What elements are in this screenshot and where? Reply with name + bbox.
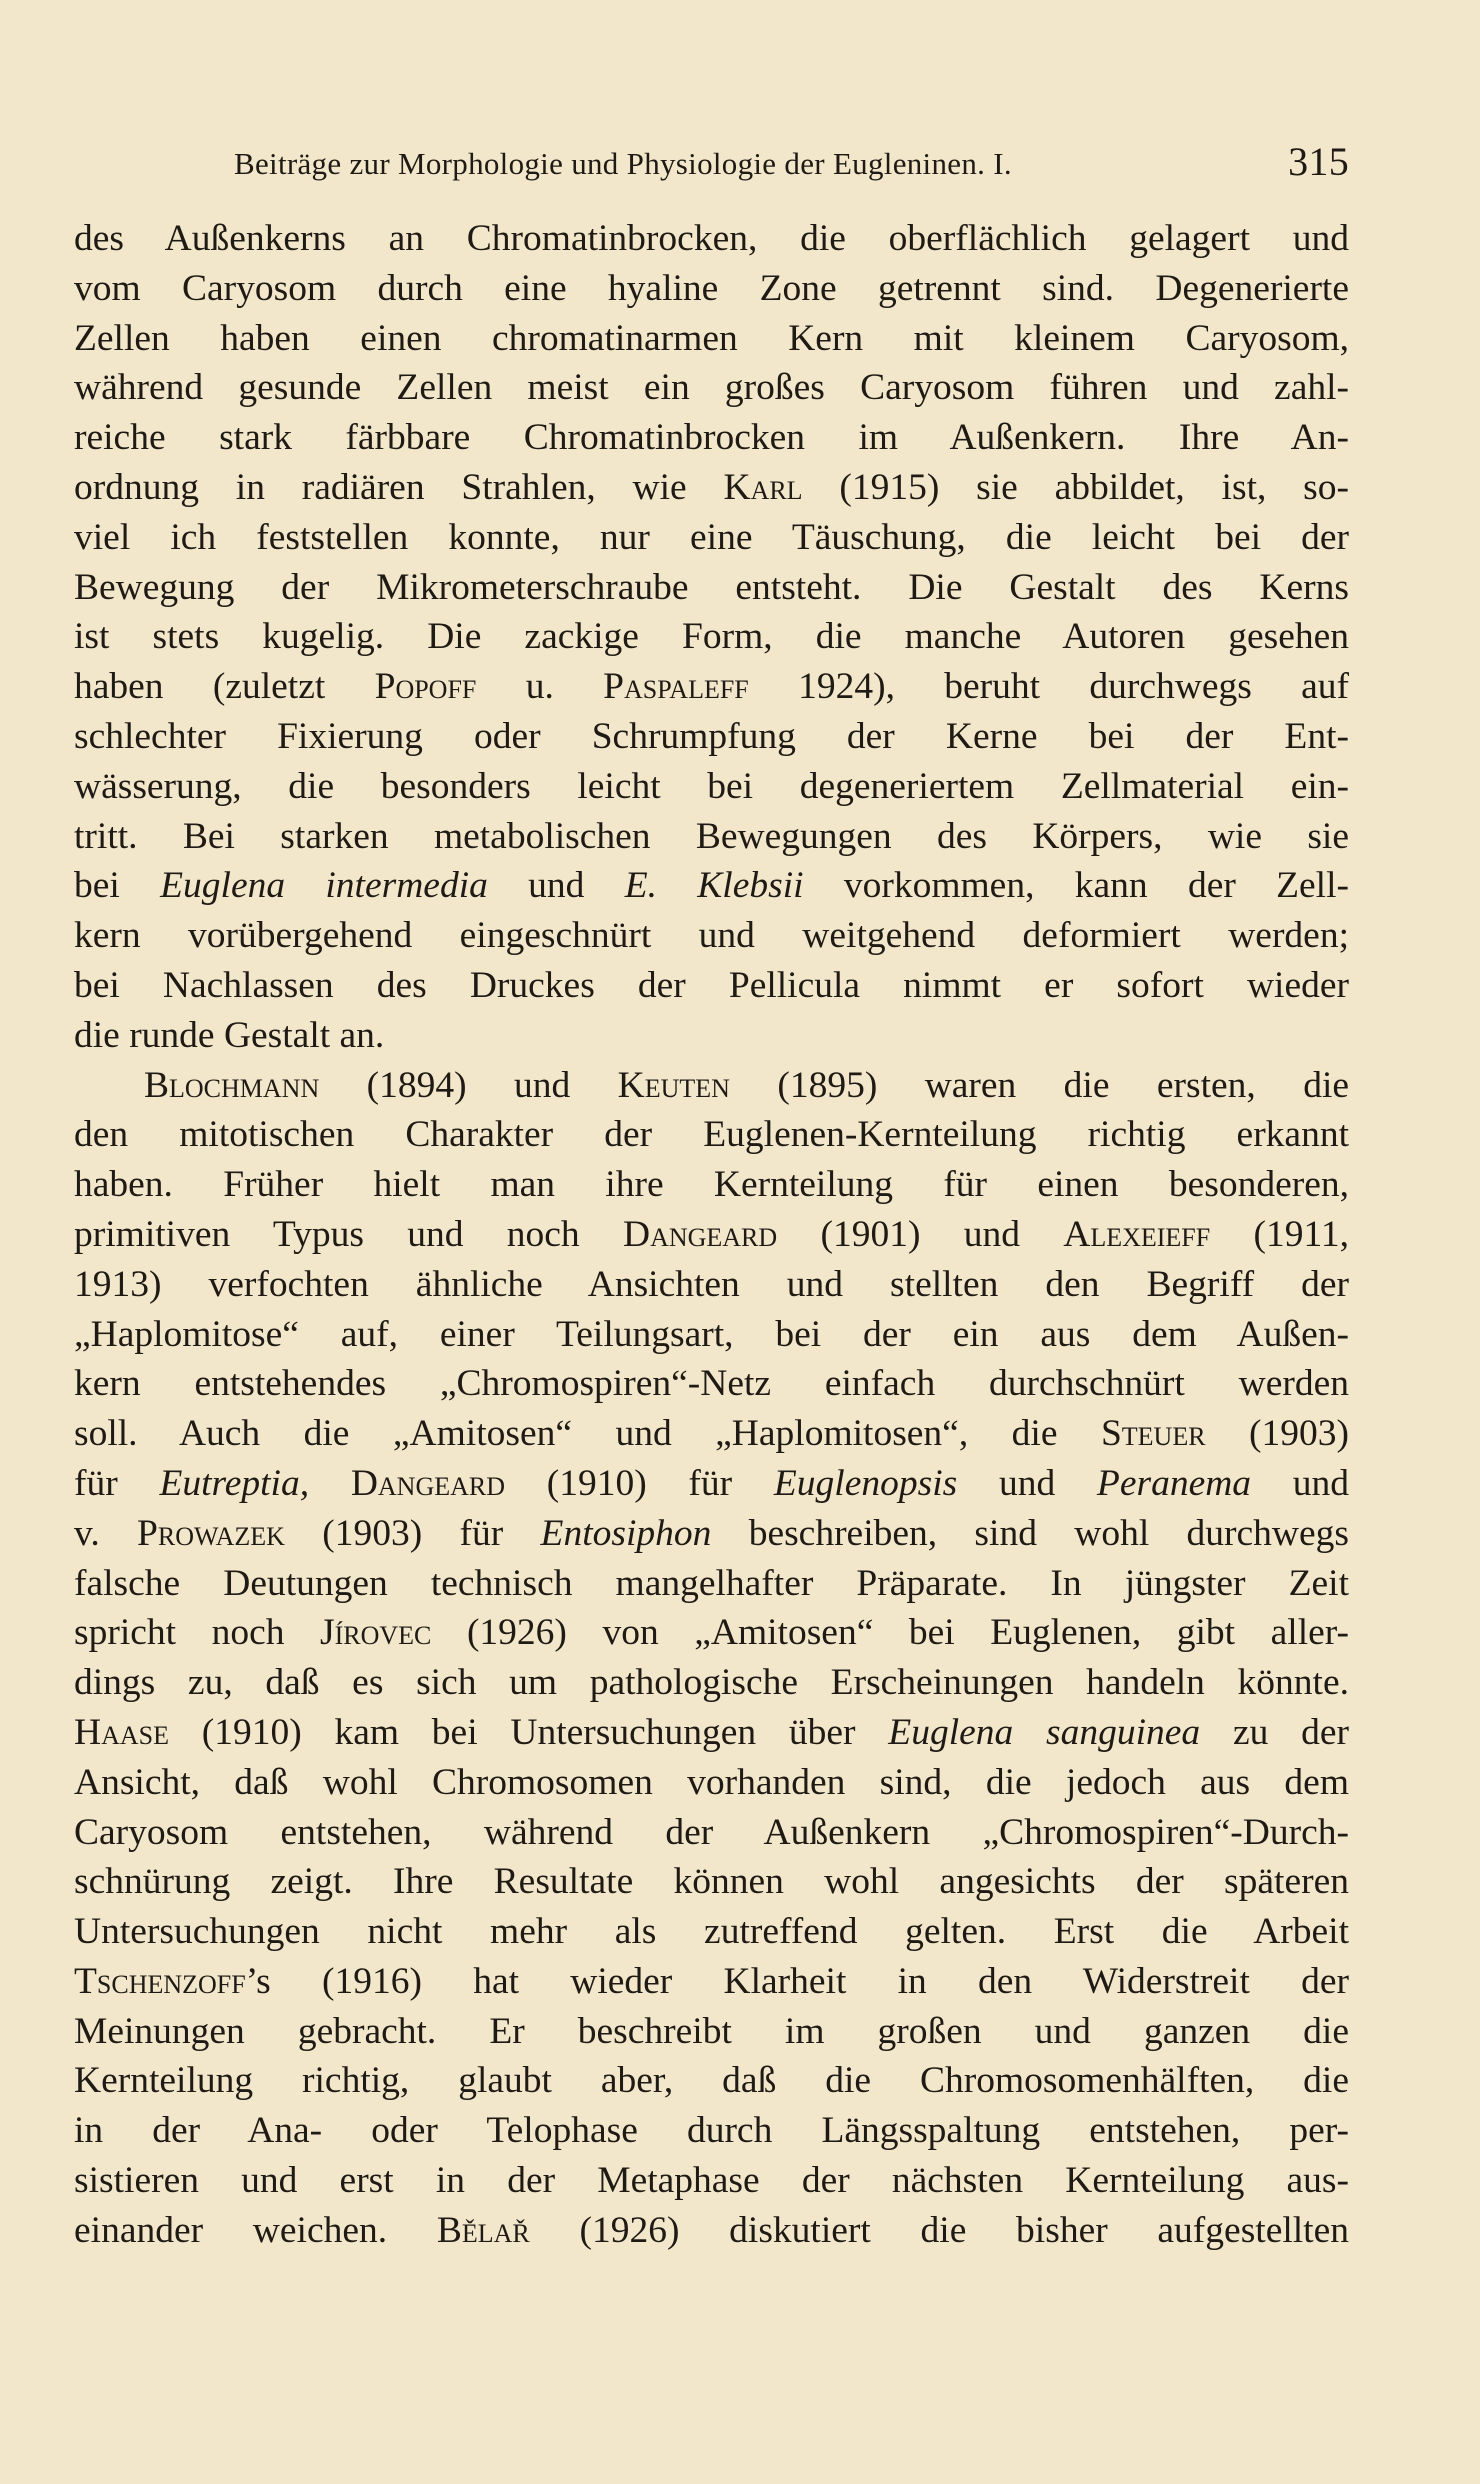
text-line xyxy=(74,463,1349,513)
text-span: bei Nachlassen des Druckes der Pellicula nimmt er sofort wieder xyxy=(74,964,1349,1006)
text-line xyxy=(74,1608,1349,1658)
body-text xyxy=(74,214,1349,2256)
author-name: Karl xyxy=(723,466,803,508)
text-line xyxy=(74,762,1349,812)
text-span: sistieren und erst in der Metaphase der nächsten Kernteilung aus- xyxy=(74,2160,1349,2202)
taxon-name: Entosiphon xyxy=(540,1512,712,1554)
text-span: falsche Deutungen technisch mangelhafter Präparate. In jüngster Zeit xyxy=(74,1562,1349,1604)
text-line xyxy=(74,1260,1349,1310)
text-span: soll. Auch die „Amitosen“ und „Haplomitosen“, die xyxy=(74,1413,1101,1455)
author-name: Popoff xyxy=(374,666,477,708)
text-line xyxy=(74,612,1349,662)
text-line xyxy=(74,1658,1349,1708)
text-span: in der Ana- oder Telophase durch Längsspaltung entstehen, per- xyxy=(74,2110,1349,2152)
text-span: (1901) und xyxy=(777,1213,1064,1255)
text-span: viel ich feststellen konnte, nur eine Täuschung, die leicht bei der xyxy=(74,516,1349,558)
text-line xyxy=(74,712,1349,762)
text-line xyxy=(74,1359,1349,1409)
text-line xyxy=(74,1559,1349,1609)
text-span: schlechter Fixierung oder Schrumpfung der Kerne bei der Ent- xyxy=(74,715,1349,757)
text-line xyxy=(74,1160,1349,1210)
text-line xyxy=(74,1210,1349,1260)
text-span: schnürung zeigt. Ihre Resultate können wohl angesichts der späteren xyxy=(74,1861,1349,1903)
text-span: haben. Früher hielt man ihre Kernteilung für einen besonderen, xyxy=(74,1164,1349,1206)
text-span: primitiven Typus und noch xyxy=(74,1213,623,1255)
taxon-name: Euglenopsis xyxy=(773,1462,958,1504)
text-span: (1894) und xyxy=(319,1064,618,1106)
text-span: den mitotischen Charakter der Euglenen-Kernteilung richtig erkannt xyxy=(74,1114,1349,1156)
text-line xyxy=(74,563,1349,613)
text-line xyxy=(74,413,1349,463)
author-name: Bělař xyxy=(436,2209,530,2251)
text-line xyxy=(74,1310,1349,1360)
text-span: (1926) diskutiert die bisher aufgestellten xyxy=(529,2209,1349,2251)
text-line xyxy=(74,861,1349,911)
text-span: vom Caryosom durch eine hyaline Zone getrennt sind. Degenerierte xyxy=(74,267,1349,309)
text-span: die runde Gestalt an. xyxy=(74,1014,385,1056)
text-span: des Außenkerns an Chromatinbrocken, die oberflächlich gelagert und xyxy=(74,218,1349,259)
text-line xyxy=(74,2156,1349,2206)
text-span: bei xyxy=(74,865,161,907)
author-name: Blochmann xyxy=(144,1064,320,1106)
text-span: (1910) kam bei Untersuchungen über xyxy=(168,1711,889,1753)
text-span: wässerung, die besonders leicht bei degeneriertem Zellmaterial ein- xyxy=(74,765,1349,807)
text-line xyxy=(74,1110,1349,1160)
text-span: und xyxy=(1251,1462,1350,1504)
text-span: (1903) xyxy=(1205,1413,1349,1455)
text-span xyxy=(309,1463,351,1504)
text-span: ’s (1916) hat wieder Klarheit in den Widerstreit der xyxy=(245,1960,1349,2002)
text-line xyxy=(74,2106,1349,2156)
text-line xyxy=(74,1061,1349,1111)
text-span: kern entstehendes „Chromospiren“-Netz einfach durchschnürt werden xyxy=(74,1363,1349,1405)
text-span: beschreiben, sind wohl durchwegs xyxy=(711,1512,1349,1554)
running-title: Beiträge zur Morphologie und Physiologie der Eugleninen. I. xyxy=(234,146,1012,181)
author-name: Jírovec xyxy=(320,1612,432,1654)
text-span: ordnung in radiären Strahlen, wie xyxy=(74,466,724,508)
text-span: (1911, xyxy=(1210,1213,1349,1255)
text-span: Untersuchungen nicht mehr als zutreffend gelten. Erst die Arbeit xyxy=(74,1911,1349,1953)
text-line xyxy=(74,214,1349,264)
text-line xyxy=(74,264,1349,314)
taxon-name: Eutreptia, xyxy=(159,1462,310,1504)
text-span: für xyxy=(74,1462,160,1504)
author-name: Prowazek xyxy=(137,1512,285,1554)
text-line xyxy=(74,2206,1349,2256)
text-span: Caryosom entstehen, während der Außenkern „Chromospiren“-Durch- xyxy=(74,1811,1349,1853)
text-line xyxy=(74,1409,1349,1459)
text-span: kern vorübergehend eingeschnürt und weitgehend deformiert werden; xyxy=(74,915,1349,957)
text-span: haben (zuletzt xyxy=(74,666,375,708)
text-line xyxy=(74,961,1349,1011)
author-name: Dangeard xyxy=(350,1462,506,1504)
taxon-name: Peranema xyxy=(1096,1462,1252,1504)
author-name: Haase xyxy=(74,1711,169,1753)
text-line xyxy=(74,1907,1349,1957)
text-line xyxy=(74,812,1349,862)
text-span: dings zu, daß es sich um pathologische Erscheinungen handeln könnte. xyxy=(74,1662,1349,1704)
taxon-name: Euglena sanguinea xyxy=(888,1711,1201,1753)
text-line xyxy=(74,1509,1349,1559)
text-line xyxy=(74,1708,1349,1758)
text-line xyxy=(74,1857,1349,1907)
taxon-name: E. Klebsii xyxy=(624,865,804,907)
text-line xyxy=(74,662,1349,712)
text-span: (1910) für xyxy=(505,1462,774,1504)
author-name: Tschenzoff xyxy=(74,1960,246,2002)
text-span: tritt. Bei starken metabolischen Bewegungen des Körpers, wie sie xyxy=(74,815,1349,857)
running-header xyxy=(74,136,1349,186)
text-span: (1915) sie abbildet, ist, so- xyxy=(802,466,1349,508)
text-span: „Haplomitose“ auf, einer Teilungsart, bei der ein aus dem Außen- xyxy=(74,1313,1349,1355)
text-span: (1926) von „Amitosen“ bei Euglenen, gibt aller- xyxy=(431,1612,1349,1654)
text-span: reiche stark färbbare Chromatinbrocken im Außenkern. Ihre An- xyxy=(74,417,1349,459)
text-span: und xyxy=(487,865,625,907)
text-span: Zellen haben einen chromatinarmen Kern mit kleinem Caryosom, xyxy=(74,317,1349,359)
text-line xyxy=(74,314,1349,364)
text-span: Ansicht, daß wohl Chromosomen vorhanden sind, die jedoch aus dem xyxy=(74,1761,1349,1803)
author-name: Alexeieff xyxy=(1063,1213,1211,1255)
text-line xyxy=(74,1808,1349,1858)
text-span: spricht noch xyxy=(74,1612,321,1654)
text-span: 1913) verfochten ähnliche Ansichten und stellten den Begriff der xyxy=(74,1263,1349,1305)
text-line xyxy=(74,1011,1349,1061)
text-line xyxy=(74,2056,1349,2106)
author-name: Paspaleff xyxy=(603,666,749,708)
author-name: Steuer xyxy=(1100,1413,1206,1455)
text-line xyxy=(74,1758,1349,1808)
taxon-name: Euglena intermedia xyxy=(160,865,488,907)
text-span: zu der xyxy=(1200,1711,1349,1753)
text-span: vorkommen, kann der Zell- xyxy=(803,865,1349,907)
text-span: Bewegung der Mikrometerschraube entsteht. Die Gestalt des Kerns xyxy=(74,566,1349,608)
text-span: Kernteilung richtig, glaubt aber, daß die Chromosomenhälften, die xyxy=(74,2060,1349,2102)
author-name: Keuten xyxy=(617,1064,730,1106)
text-line xyxy=(74,513,1349,563)
text-span: 1924), beruht durchwegs auf xyxy=(748,666,1350,708)
text-line xyxy=(74,1957,1349,2007)
text-line xyxy=(74,911,1349,961)
text-span: (1895) waren die ersten, die xyxy=(729,1064,1350,1106)
text-span: einander weichen. xyxy=(74,2209,437,2251)
text-span: ist stets kugelig. Die zackige Form, die manche Autoren gesehen xyxy=(74,616,1349,658)
author-name: Dangeard xyxy=(622,1213,778,1255)
text-span: während gesunde Zellen meist ein großes Caryosom führen und zahl- xyxy=(74,367,1349,409)
page-number: 315 xyxy=(1288,139,1349,184)
text-span: u. xyxy=(476,666,604,708)
text-line xyxy=(74,1459,1349,1509)
text-span: Meinungen gebracht. Er beschreibt im großen und ganzen die xyxy=(74,2010,1349,2052)
text-line xyxy=(74,363,1349,413)
text-span: und xyxy=(957,1462,1097,1504)
text-span: v. xyxy=(74,1512,137,1554)
text-span: (1903) für xyxy=(284,1512,541,1554)
text-line xyxy=(74,2007,1349,2057)
